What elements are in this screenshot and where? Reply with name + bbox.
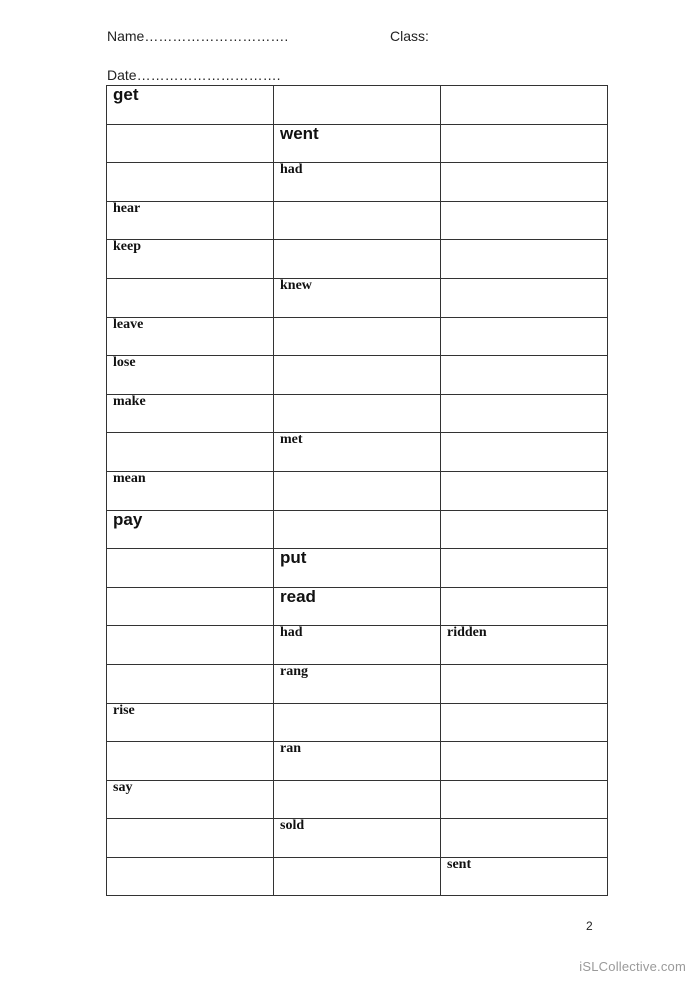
table-row (107, 626, 608, 665)
table-cell (107, 510, 274, 549)
table-cell (274, 317, 441, 356)
verb-form-text: read (280, 586, 316, 606)
verb-form-text: mean (113, 470, 146, 486)
table-cell (274, 201, 441, 240)
table-cell (274, 433, 441, 472)
table-cell (274, 356, 441, 395)
table-cell (441, 510, 608, 549)
verb-form-text: sent (447, 856, 472, 872)
table-cell (441, 780, 608, 819)
table-cell (441, 703, 608, 742)
verb-form-text: keep (113, 239, 141, 255)
table-cell (441, 317, 608, 356)
table-cell (441, 394, 608, 433)
table-cell (274, 587, 441, 626)
verb-form-text: pay (113, 509, 143, 529)
table-row (107, 587, 608, 626)
table-row (107, 240, 608, 279)
table-row (107, 394, 608, 433)
irregular-verbs-table (106, 85, 608, 896)
table-cell (107, 549, 274, 588)
table-cell (274, 819, 441, 858)
table-cell (107, 124, 274, 163)
table-cell (274, 124, 441, 163)
table-cell (107, 587, 274, 626)
table-row (107, 278, 608, 317)
table-cell (107, 433, 274, 472)
table-cell (107, 703, 274, 742)
table-cell (441, 201, 608, 240)
table-cell (107, 394, 274, 433)
table-cell (274, 857, 441, 896)
verb-form-text: had (280, 162, 303, 178)
table-cell (441, 587, 608, 626)
verb-form-text: say (113, 779, 133, 795)
table-cell (274, 664, 441, 703)
table-cell (441, 278, 608, 317)
table-cell (441, 124, 608, 163)
table-cell (441, 356, 608, 395)
table-cell (441, 626, 608, 665)
table-cell (107, 857, 274, 896)
table-row (107, 780, 608, 819)
table-row (107, 742, 608, 781)
table-cell (441, 163, 608, 202)
table-cell (274, 163, 441, 202)
table-row (107, 510, 608, 549)
table-cell (274, 549, 441, 588)
table-cell (441, 240, 608, 279)
table-cell (274, 703, 441, 742)
table-cell (274, 86, 441, 125)
table-cell (441, 819, 608, 858)
date-field-label: Date…………………………. (107, 67, 281, 83)
table-row (107, 163, 608, 202)
table-row (107, 819, 608, 858)
verb-form-text: get (113, 85, 139, 104)
table-cell (107, 240, 274, 279)
table-cell (274, 240, 441, 279)
verb-form-text: had (280, 625, 303, 641)
table-cell (274, 278, 441, 317)
table-cell (107, 163, 274, 202)
table-cell (274, 742, 441, 781)
table-cell (107, 626, 274, 665)
table-cell (441, 664, 608, 703)
table-row (107, 471, 608, 510)
verb-form-text: ran (280, 741, 301, 757)
page-number: 2 (586, 919, 593, 933)
table-cell (107, 317, 274, 356)
table-row (107, 124, 608, 163)
table-cell (441, 857, 608, 896)
verb-form-text: ridden (447, 625, 487, 641)
table-cell (107, 664, 274, 703)
class-field-label: Class: (390, 28, 429, 44)
table-row (107, 201, 608, 240)
table-row (107, 433, 608, 472)
verb-form-text: make (113, 393, 146, 409)
table-cell (107, 471, 274, 510)
table-row (107, 86, 608, 125)
table-row (107, 549, 608, 588)
table-cell (107, 780, 274, 819)
verb-form-text: put (280, 548, 307, 568)
table-cell (107, 201, 274, 240)
table-row (107, 703, 608, 742)
table-cell (441, 471, 608, 510)
table-row (107, 857, 608, 896)
table-cell (274, 510, 441, 549)
table-cell (441, 742, 608, 781)
table-row (107, 664, 608, 703)
verb-form-text: rang (280, 663, 308, 679)
table-row (107, 317, 608, 356)
verb-form-text: knew (280, 277, 312, 293)
table-cell (107, 278, 274, 317)
table-cell (441, 433, 608, 472)
name-field-label: Name…………………………. (107, 28, 289, 44)
verb-form-text: sold (280, 818, 305, 834)
table-cell (441, 549, 608, 588)
verb-form-text: hear (113, 200, 141, 216)
verb-form-text: met (280, 432, 303, 448)
table-cell (274, 471, 441, 510)
verb-form-text: leave (113, 316, 144, 332)
watermark-logo: iSLCollective.com (579, 959, 686, 974)
verb-form-text: rise (113, 702, 135, 718)
verb-form-text: lose (113, 355, 136, 371)
verb-form-text: went (280, 123, 319, 143)
table-row (107, 356, 608, 395)
table-cell (274, 626, 441, 665)
table-cell (107, 356, 274, 395)
table-cell (274, 780, 441, 819)
table-cell (107, 819, 274, 858)
table-cell (107, 86, 274, 125)
table-cell (107, 742, 274, 781)
table-cell (441, 86, 608, 125)
table-cell (274, 394, 441, 433)
